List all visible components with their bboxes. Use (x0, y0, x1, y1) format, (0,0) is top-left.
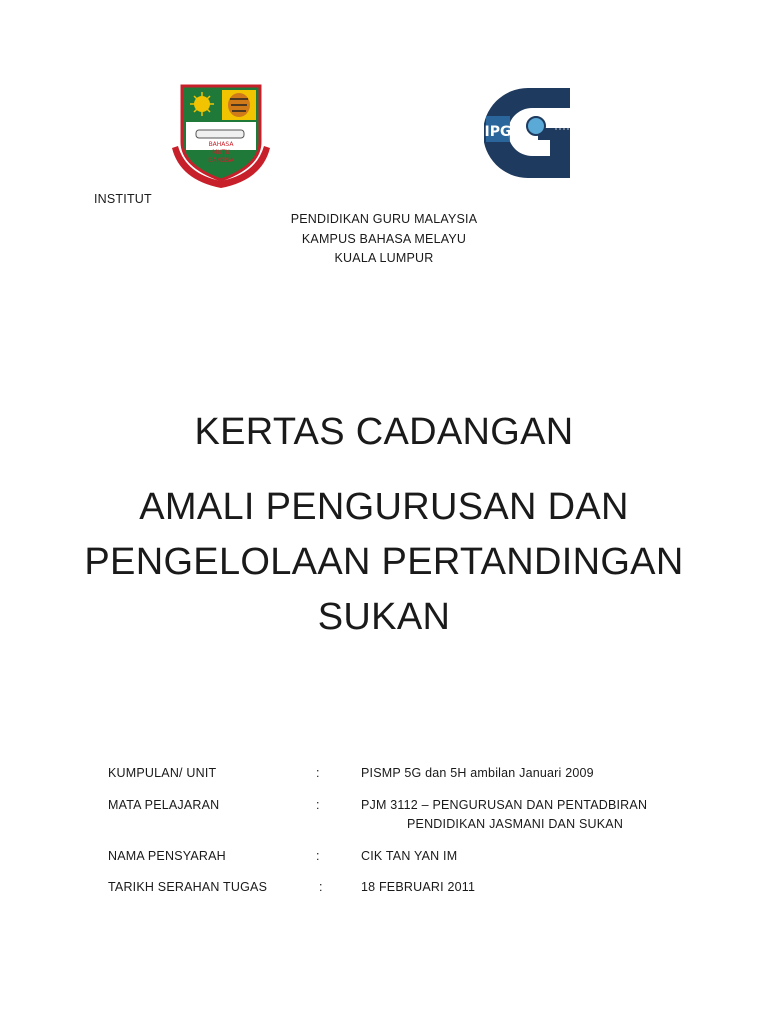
address-line: KUALA LUMPUR (334, 251, 434, 265)
detail-row-tarikh (108, 880, 668, 896)
subject-line: SUKAN (317, 596, 451, 638)
svg-text:BAHASA: BAHASA (208, 141, 234, 148)
detail-label: KUMPULAN/ UNIT (108, 766, 217, 780)
detail-row-mata-pelajaran (108, 798, 668, 831)
svg-text:MUTU: MUTU (212, 149, 230, 156)
detail-colon: : (319, 880, 323, 894)
detail-label: TARIKH SERAHAN TUGAS (108, 880, 268, 894)
institute-crest-logo (170, 84, 272, 192)
document-type-title: KERTAS CADANGAN (194, 411, 574, 453)
detail-value: PJM 3112 – PENGURUSAN DAN PENTADBIRAN (361, 798, 648, 812)
address-line: KAMPUS BAHASA MELAYU (301, 231, 467, 246)
svg-text:IPG: IPG (484, 124, 512, 140)
detail-value-continued: PENDIDIKAN JASMANI DAN SUKAN (407, 817, 624, 831)
svg-text:BANGSA: BANGSA (208, 157, 234, 164)
institut-label: INSTITUT (94, 192, 152, 206)
detail-value: CIK TAN YAN IM (361, 849, 458, 863)
detail-row-kumpulan (108, 766, 668, 782)
detail-label: MATA PELAJARAN (108, 798, 220, 812)
subject-line: AMALI PENGURUSAN DAN (139, 486, 629, 528)
subject-line: PENGELOLAAN PERTANDINGAN (84, 541, 684, 583)
detail-colon: : (316, 798, 320, 812)
ipg-logo (484, 86, 572, 180)
detail-colon: : (316, 766, 320, 780)
submission-details (108, 766, 668, 896)
document-subject-title (0, 480, 768, 645)
institution-address (234, 210, 534, 269)
detail-value: PISMP 5G dan 5H ambilan Januari 2009 (361, 766, 594, 780)
address-line: PENDIDIKAN GURU MALAYSIA (290, 212, 478, 226)
detail-row-pensyarah (108, 849, 668, 865)
detail-colon: : (316, 849, 320, 863)
detail-value: 18 FEBRUARI 2011 (361, 880, 476, 894)
detail-label: NAMA PENSYARAH (108, 849, 226, 863)
